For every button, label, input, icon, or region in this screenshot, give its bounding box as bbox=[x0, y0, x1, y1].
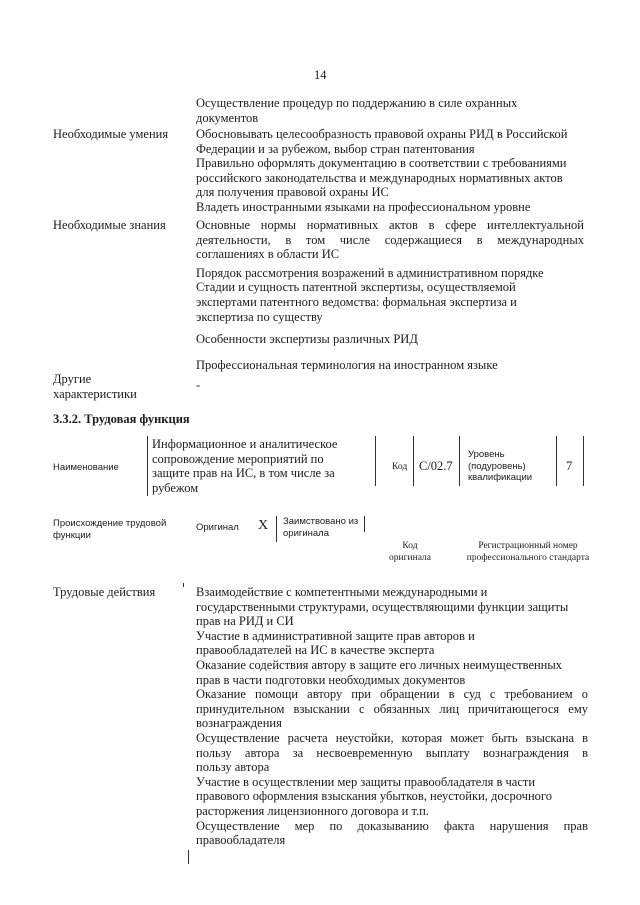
knowledge-item bbox=[196, 266, 584, 281]
action-item bbox=[196, 629, 588, 658]
code-label: Код bbox=[392, 462, 408, 472]
other-label-line: Другие bbox=[53, 372, 92, 386]
level-value-left-border bbox=[556, 436, 557, 486]
action-line: пользу автора за несвоевременную выплату вознаграждения в bbox=[196, 745, 588, 760]
action-line: принудительном взыскании с обязанных лиц причитающегося ему bbox=[196, 701, 588, 716]
code-value: C/02.7 bbox=[419, 459, 453, 473]
reg-number-label bbox=[456, 541, 600, 564]
action-line: Оказание помощи автору при обращении в суд с требованием о bbox=[196, 687, 588, 702]
knowledge-line: экспертиза по существу bbox=[196, 309, 323, 324]
reg-number-line: Регистрационный номер bbox=[478, 541, 578, 551]
borrowed-label-line: оригинала bbox=[283, 527, 330, 539]
other-label bbox=[53, 372, 137, 401]
code-box-left-border bbox=[375, 436, 376, 486]
actions-list bbox=[196, 585, 588, 848]
other-value: - bbox=[196, 378, 201, 392]
actions-label: Трудовые действия bbox=[53, 585, 156, 599]
intro-text bbox=[196, 96, 592, 125]
function-name bbox=[152, 437, 370, 495]
action-line: Участие в административной защите прав авторов и bbox=[196, 628, 475, 643]
intro-line: документов bbox=[196, 110, 259, 125]
level-label-line: Уровень bbox=[468, 449, 505, 460]
name-label: Наименование bbox=[53, 462, 119, 473]
code-original-line: оригинала bbox=[389, 552, 431, 563]
code-value-left-border bbox=[413, 436, 414, 486]
knowledge-line: деятельности, в том числе содержащиеся в международных bbox=[196, 232, 584, 247]
actions-tick-bottom bbox=[188, 850, 189, 864]
action-line: правового оформления взыскания убытков, неустойки, досрочного bbox=[196, 789, 552, 804]
origin-label bbox=[53, 518, 166, 541]
action-line: расторжения лицензионного договора и т.п. bbox=[196, 803, 429, 818]
skills-item bbox=[196, 127, 592, 156]
intro-line: Осуществление процедур по поддержанию в силе охранных bbox=[196, 96, 518, 110]
function-heading: 3.3.2. Трудовая функция bbox=[53, 412, 190, 426]
code-original-label bbox=[380, 541, 440, 564]
code-original-line: Код bbox=[402, 541, 418, 551]
borrowed-label-line: Заимствовано из bbox=[283, 516, 359, 527]
reg-number-line: профессионального стандарта bbox=[466, 552, 590, 563]
knowledge-line: Профессиональная терминология на иностранном языке bbox=[196, 357, 498, 372]
action-line: прав в части подготовки необходимых документов bbox=[196, 672, 466, 687]
level-value: 7 bbox=[566, 459, 573, 473]
action-line: Оказание содействия автору в защите его личных неимущественных bbox=[196, 657, 563, 672]
knowledge-item bbox=[196, 280, 584, 324]
action-line: правообладателей на ИС в качестве эксперта bbox=[196, 643, 435, 658]
action-line: прав на РИД и СИ bbox=[196, 614, 294, 629]
action-item bbox=[196, 819, 588, 848]
original-label: Оригинал bbox=[196, 522, 239, 533]
skills-list bbox=[196, 127, 592, 215]
skills-label: Необходимые умения bbox=[53, 127, 169, 141]
skills-line: Правильно оформлять документацию в соответствии с требованиями bbox=[196, 156, 567, 171]
skills-line: Федерации и за рубежом, выбор стран патентования bbox=[196, 141, 475, 156]
action-item bbox=[196, 775, 588, 819]
origin-label-line: Происхождение трудовой bbox=[53, 518, 167, 529]
action-item bbox=[196, 687, 588, 731]
knowledge-line: Основные нормы нормативных актов в сфере интеллектуальной bbox=[196, 218, 584, 232]
knowledge-item bbox=[196, 247, 584, 262]
knowledge-item bbox=[196, 332, 584, 347]
code-value-right-border bbox=[459, 436, 460, 486]
borrowed-label bbox=[283, 516, 358, 539]
knowledge-item bbox=[196, 358, 584, 373]
action-line: вознаграждения bbox=[196, 716, 282, 731]
function-name-line: сопровождение мероприятий по bbox=[152, 451, 324, 466]
borrowed-divider bbox=[364, 516, 365, 532]
function-name-line: рубежом bbox=[152, 480, 199, 495]
original-mark: X bbox=[258, 518, 269, 533]
origin-label-line: функции bbox=[53, 529, 91, 541]
skills-item bbox=[196, 156, 592, 200]
actions-tick bbox=[183, 583, 184, 587]
level-value-right-border bbox=[583, 436, 584, 486]
knowledge-line: экспертами патентного ведомства: формальная экспертиза и bbox=[196, 294, 517, 309]
action-line: правообладателя bbox=[196, 833, 286, 848]
action-line: Осуществление расчета неустойки, которая может быть взыскана в bbox=[196, 730, 588, 745]
action-item bbox=[196, 585, 588, 629]
action-item bbox=[196, 731, 588, 775]
skills-line: Обосновывать целесообразность правовой охраны РИД в Российской bbox=[196, 127, 568, 141]
knowledge-label: Необходимые знания bbox=[53, 218, 166, 232]
knowledge-line: Стадии и сущность патентной экспертизы, осуществляемой bbox=[196, 280, 516, 295]
action-line: Участие в осуществлении мер защиты правообладателя в части bbox=[196, 774, 536, 789]
level-label-line: (подуровень) bbox=[468, 460, 526, 472]
knowledge-item bbox=[196, 218, 584, 247]
other-label-line: характеристики bbox=[53, 386, 137, 401]
action-line: государственными структурами, осуществляющими функции защиты bbox=[196, 599, 569, 614]
knowledge-line: Особенности экспертизы различных РИД bbox=[196, 332, 418, 347]
knowledge-line: Порядок рассмотрения возражений в административном порядке bbox=[196, 265, 544, 280]
page-number: 14 bbox=[314, 68, 327, 82]
knowledge-list bbox=[196, 218, 584, 372]
skills-line: российского законодательства и международных нормативных актов bbox=[196, 170, 563, 185]
name-box-left-border bbox=[147, 436, 148, 496]
function-name-line: Информационное и аналитическое bbox=[152, 437, 338, 451]
origin-divider bbox=[276, 516, 277, 542]
skills-item bbox=[196, 200, 592, 215]
skills-line: Владеть иностранными языками на профессиональном уровне bbox=[196, 199, 531, 214]
action-line: Осуществление мер по доказыванию факта нарушения прав bbox=[196, 818, 588, 833]
action-item bbox=[196, 658, 588, 687]
function-name-line: защите прав на ИС, в том числе за bbox=[152, 466, 335, 481]
action-line: Взаимодействие с компетентными международными и bbox=[196, 585, 488, 599]
level-label bbox=[468, 449, 532, 484]
action-line: пользу автора bbox=[196, 760, 270, 775]
skills-line: для получения правовой охраны ИС bbox=[196, 185, 389, 200]
knowledge-line: соглашениях в области ИС bbox=[196, 247, 340, 262]
level-label-line: квалификации bbox=[468, 472, 533, 483]
